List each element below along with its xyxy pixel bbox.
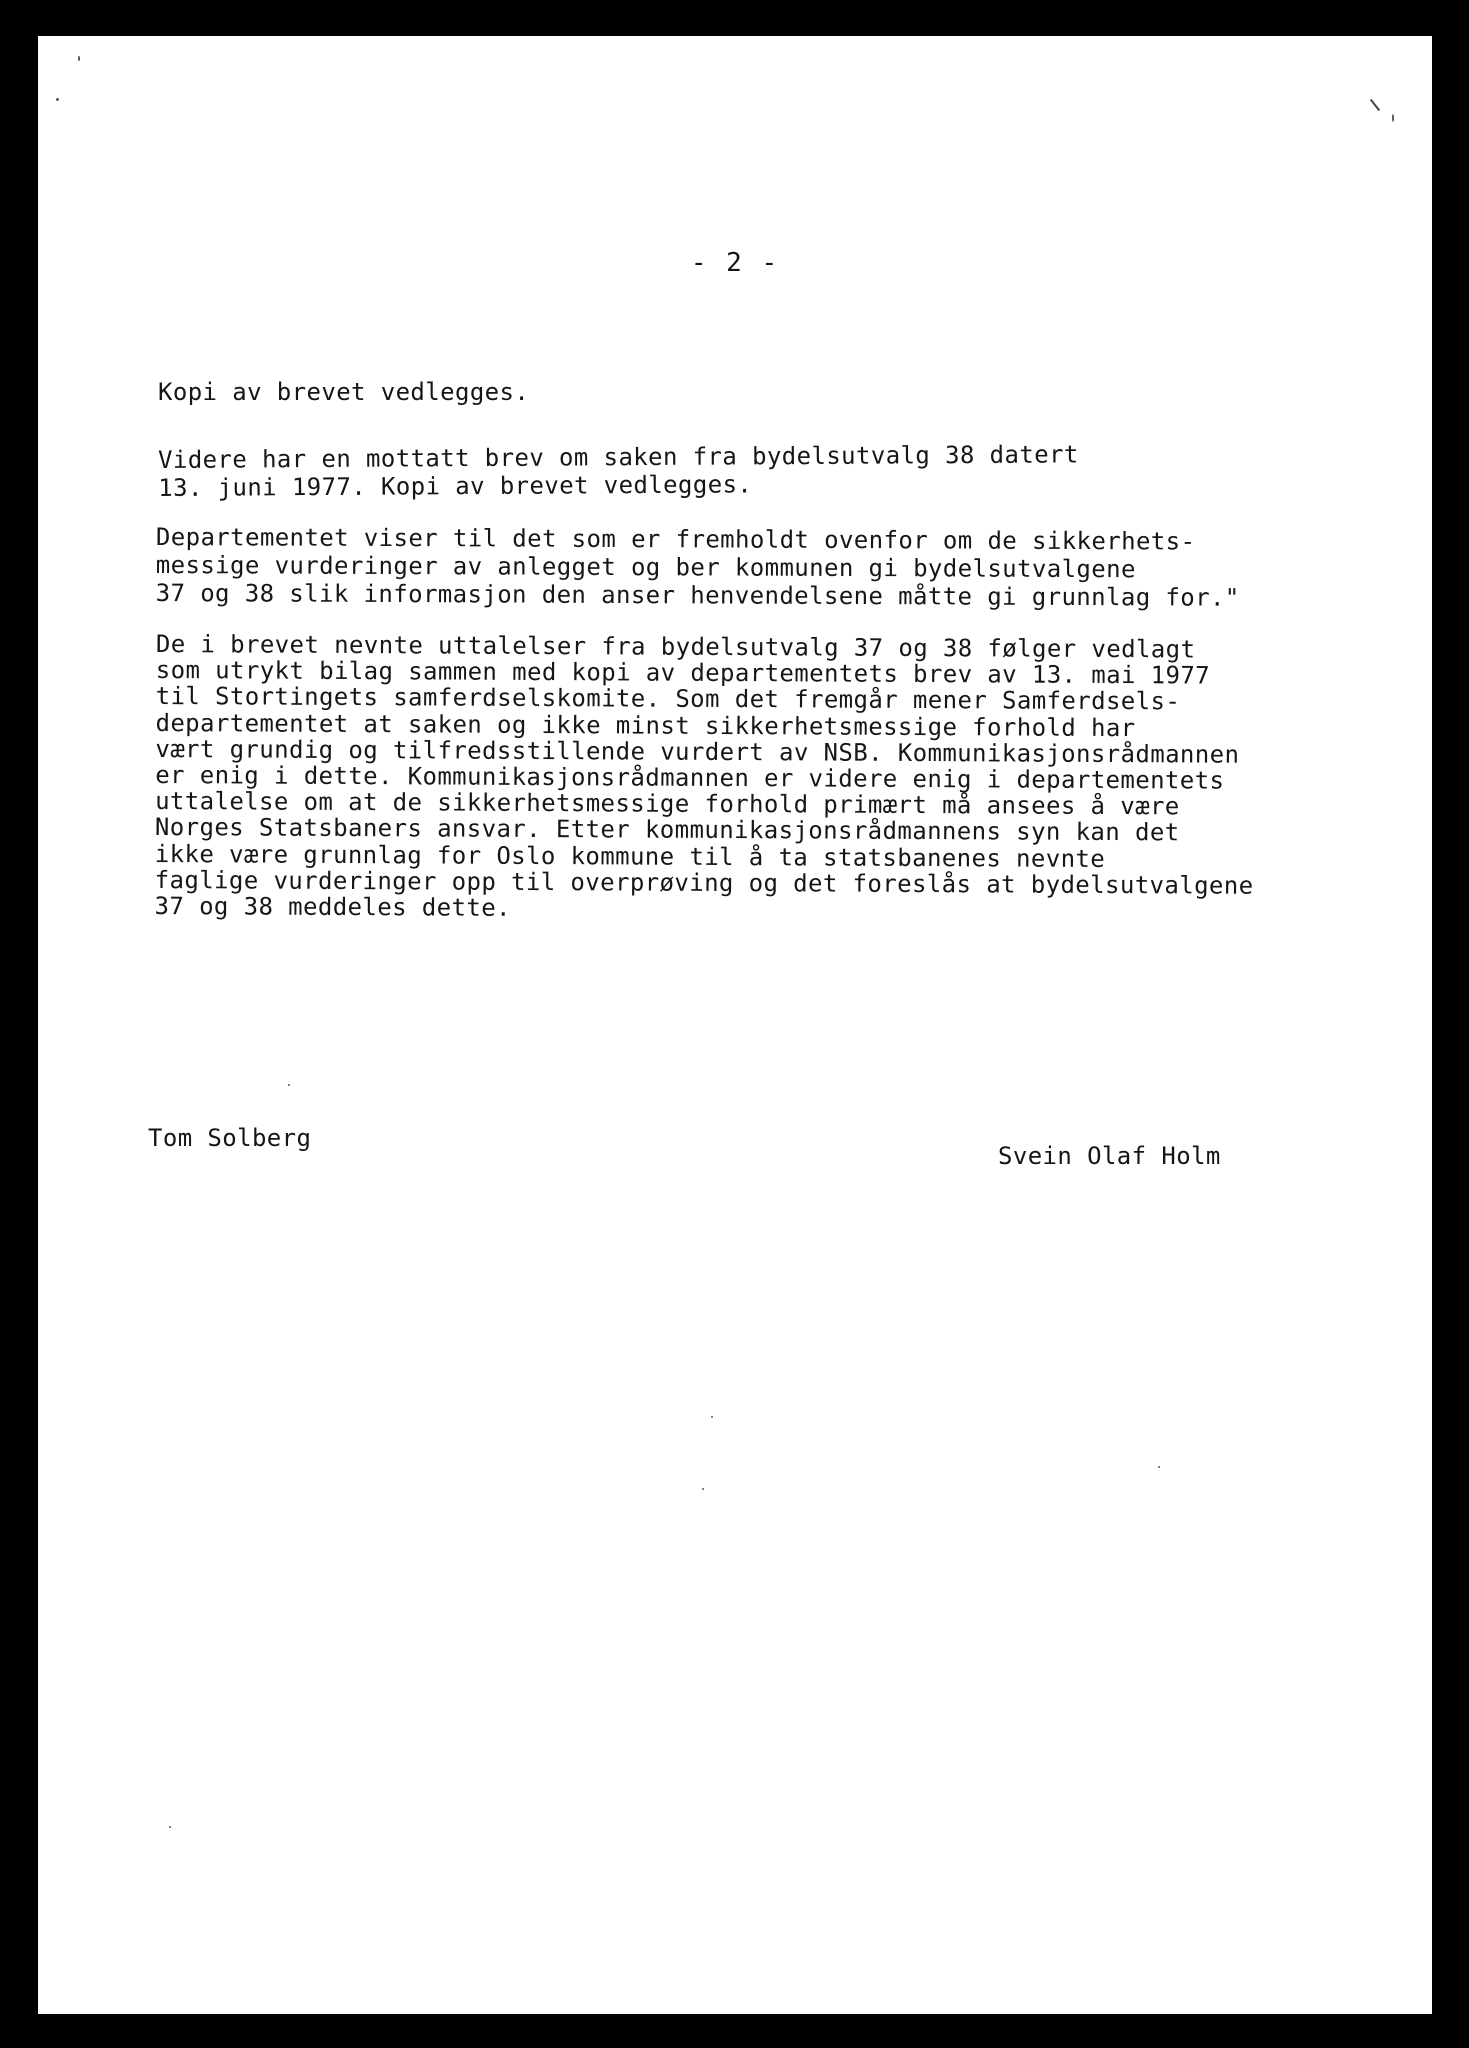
signature-svein-olaf-holm: Svein Olaf Holm: [998, 1142, 1221, 1170]
scan-speck: [56, 98, 59, 101]
scan-mark: [1370, 99, 1380, 111]
scan-speck: [78, 56, 80, 61]
paragraph-district-letter: Videre har en mottatt brev om saken fra bydelsutvalg 38 datert 13. juni 1977. Kopi av brevet vedlegges.: [158, 440, 1079, 502]
scan-speck: [1158, 1466, 1160, 1468]
document-page: [38, 36, 1432, 2014]
scan-speck: [288, 1084, 290, 1086]
page-number: - 2 -: [690, 248, 780, 278]
scan-speck: [169, 1826, 171, 1828]
signature-tom-solberg: Tom Solberg: [148, 1124, 312, 1152]
paragraph-copy-enclosed: Kopi av brevet vedlegges.: [158, 378, 530, 406]
scan-speck: [711, 1416, 713, 1418]
scan-speck: [1392, 114, 1394, 122]
paragraph-ministry-quote: Departementet viser til det som er fremholdt ovenfor om de sikkerhets- messige vurderinger av anlegget og ber kommunen gi bydelsutvalgene 37 og 38 slik informasjon den anser henvendelsene måtte gi grunnlag for.": [155, 523, 1240, 612]
paragraph-assessment: De i brevet nevnte uttalelser fra bydelsutvalg 37 og 38 følger vedlagt som utrykt bilag sammen med kopi av departementets brev av 13. mai 1977 til Stortingets samferdselskomite. Som det fremgår mener Samferdsels- departementet at saken og ikke minst sikkerhetsmessige forhold har vært grundig og tilfredsstillende vurdert av NSB. Kommunikasjonsrådmannen er enig i dette. Kommunikasjonsrådmannen er videre enig i departementets uttalelse om at de sikkerhetsmessige forhold primært må ansees å være Norges Statsbaners ansvar. Etter kommunikasjonsrådmannens syn kan det ikke være grunnlag for Oslo kommune til å ta statsbanenes nevnte faglige vurderinger opp til overprøving og det foreslås at bydelsutvalgene 37 og 38 meddeles dette.: [154, 630, 1254, 922]
scan-speck: [702, 1488, 704, 1490]
